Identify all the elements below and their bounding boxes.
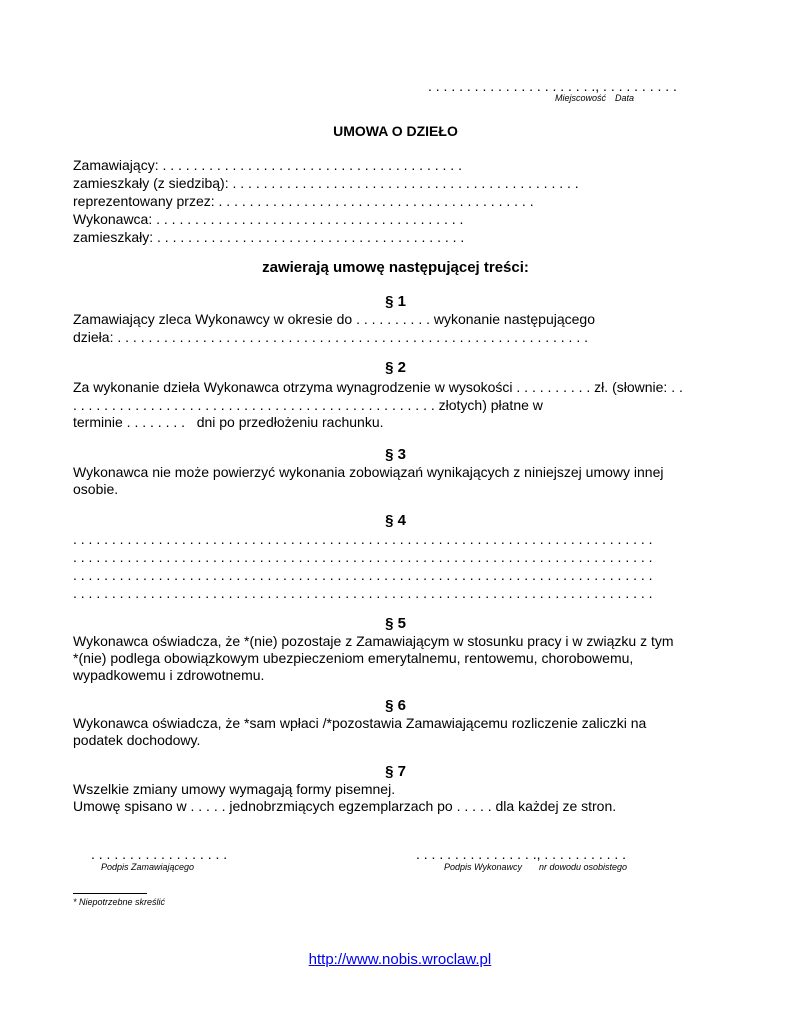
section-5-line: Wykonawca oświadcza, że *(nie) pozostaje z Zamawiającym w stosunku pracy i w związku z tym <box>73 633 674 649</box>
section-4-title: § 4 <box>385 512 406 529</box>
client-signature-label: Podpis Zamawiającego <box>101 862 195 872</box>
document-title: UMOWA O DZIEŁO <box>333 123 458 139</box>
section-3-line: Wykonawca nie może powierzyć wykonania zobowiązań wynikających z niniejszej umowy innej <box>73 464 664 480</box>
section-3-title: § 3 <box>385 446 406 463</box>
party-line-contractor-address: zamieszkały: . . . . . . . . . . . . . . . . . . . . . . . . . . . . . . . . . . . . . . . . <box>73 229 465 245</box>
section-4-line: . . . . . . . . . . . . . . . . . . . . . . . . . . . . . . . . . . . . . . . . . . . . . . . . . . . . . . . . . . . . . . . . . . . . . . . . . . . <box>73 567 653 583</box>
section-2-line: terminie . . . . . . . . dni po przedłożeniu rachunku. <box>73 414 384 430</box>
contractor-signature-dots: . . . . . . . . . . . . . . . ., . . . . . . . . . . . <box>416 846 627 862</box>
section-2-line: Za wykonanie dzieła Wykonawca otrzyma wynagrodzenie w wysokości . . . . . . . . . . zł. (słownie: . . <box>73 379 683 395</box>
section-4-line: . . . . . . . . . . . . . . . . . . . . . . . . . . . . . . . . . . . . . . . . . . . . . . . . . . . . . . . . . . . . . . . . . . . . . . . . . . . <box>73 549 653 565</box>
party-line-client-address: zamieszkały (z siedzibą): . . . . . . . . . . . . . . . . . . . . . . . . . . . . . . . . . . . . . . . . . . . . . <box>73 175 579 191</box>
section-7-line: Wszelkie zmiany umowy wymagają formy pisemnej. <box>73 781 396 797</box>
footnote: * Niepotrzebne skreślić <box>73 897 166 907</box>
contractor-signature-label: Podpis Wykonawcy <box>444 862 523 872</box>
place-date-dots: . . . . . . . . . . . . . . . . . . . . . ., . . . . . . . . . . <box>428 78 677 94</box>
section-2-title: § 2 <box>385 359 406 376</box>
section-4-line: . . . . . . . . . . . . . . . . . . . . . . . . . . . . . . . . . . . . . . . . . . . . . . . . . . . . . . . . . . . . . . . . . . . . . . . . . . . <box>73 531 653 547</box>
section-4-line: . . . . . . . . . . . . . . . . . . . . . . . . . . . . . . . . . . . . . . . . . . . . . . . . . . . . . . . . . . . . . . . . . . . . . . . . . . . <box>73 585 653 601</box>
party-line-contractor: Wykonawca: . . . . . . . . . . . . . . . . . . . . . . . . . . . . . . . . . . . . . . . . <box>73 211 464 227</box>
section-6-title: § 6 <box>385 697 406 714</box>
section-5-line: wypadkowemu i zdrowotnemu. <box>73 667 265 683</box>
section-7-line: Umowę spisano w . . . . . jednobrzmiących egzemplarzach po . . . . . dla każdej ze stron. <box>73 798 617 814</box>
section-6-line: Wykonawca oświadcza, że *sam wpłaci /*pozostawia Zamawiającemu rozliczenie zaliczki na <box>73 715 647 731</box>
footer-website-link[interactable]: http://www.nobis.wroclaw.pl <box>308 951 492 968</box>
section-6-line: podatek dochodowy. <box>73 732 201 748</box>
footnote-separator <box>73 893 147 894</box>
party-line-client: Zamawiający: . . . . . . . . . . . . . . . . . . . . . . . . . . . . . . . . . . . . . . . <box>73 157 462 173</box>
section-1-title: § 1 <box>385 293 406 310</box>
place-label: Miejscowość <box>555 93 607 103</box>
intro-heading: zawierają umowę następującej treści: <box>262 259 529 276</box>
section-5-line: *(nie) podlega obowiązkowym ubezpieczeniom emerytalnemu, rentowemu, chorobowemu, <box>73 650 634 666</box>
section-5-title: § 5 <box>385 615 406 632</box>
party-line-represented-by: reprezentowany przez: . . . . . . . . . . . . . . . . . . . . . . . . . . . . . . . . . . . . . . . . . <box>73 193 534 209</box>
section-1-line: dzieła: . . . . . . . . . . . . . . . . . . . . . . . . . . . . . . . . . . . . . . . . . . . . . . . . . . . . . . . . . . . . . <box>73 329 589 345</box>
section-1-line: Zamawiający zleca Wykonawcy w okresie do . . . . . . . . . . wykonanie następującego <box>73 311 595 327</box>
client-signature-dots: . . . . . . . . . . . . . . . . . . <box>91 846 228 862</box>
section-2-line: . . . . . . . . . . . . . . . . . . . . . . . . . . . . . . . . . . . . . . . . . . . . . . . złotych) płatne w <box>73 397 543 413</box>
id-number-label: nr dowodu osobistego <box>539 862 628 872</box>
section-7-title: § 7 <box>385 763 406 780</box>
date-label: Data <box>615 93 635 103</box>
section-3-line: osobie. <box>73 481 119 497</box>
